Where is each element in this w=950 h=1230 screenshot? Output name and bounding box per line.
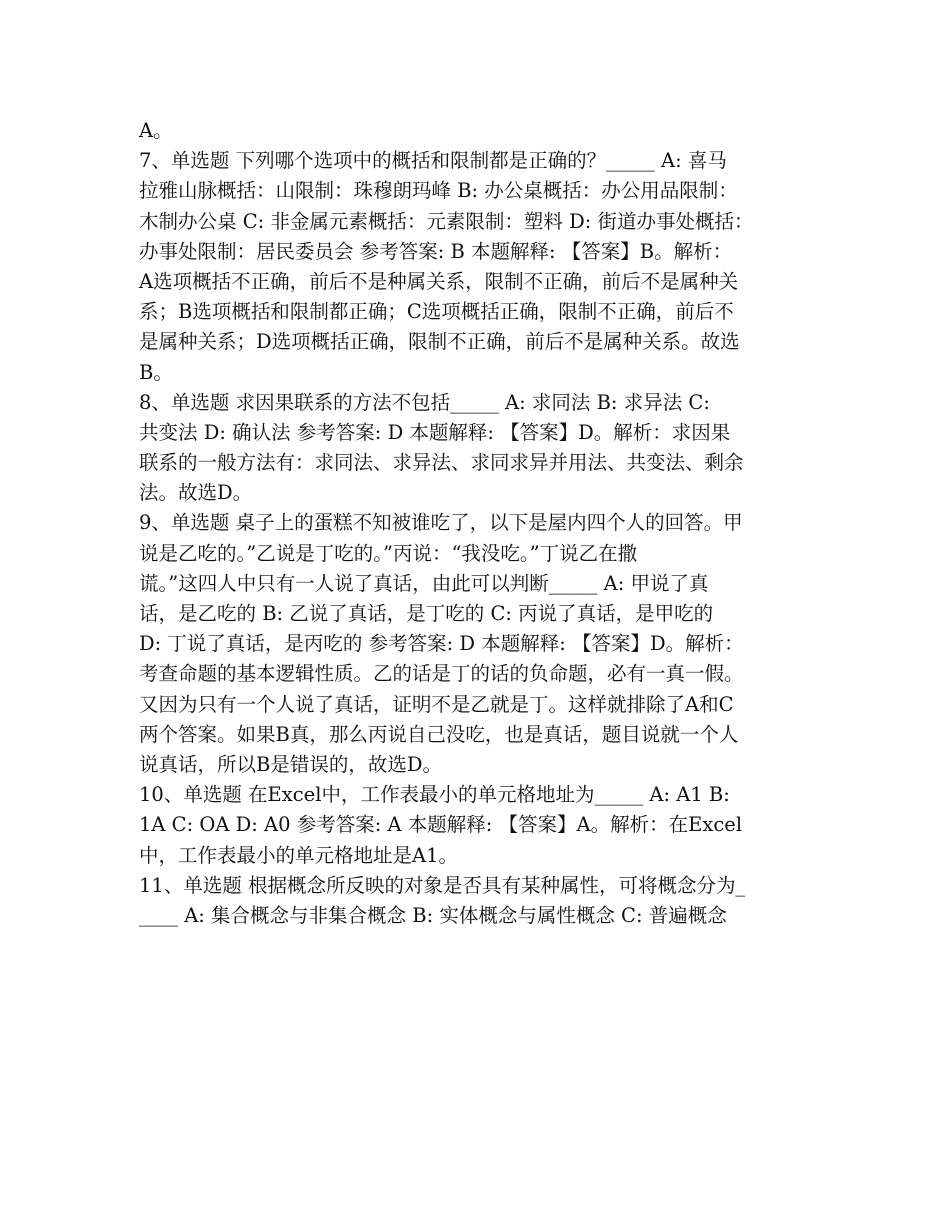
text-line: 考查命题的基本逻辑性质。乙的话是丁的话的负命题，必有一真一假。 xyxy=(139,662,744,686)
text-line: 联系的一般方法有：求同法、求异法、求同求异并用法、共变法、剩余 xyxy=(139,451,744,475)
text-line: 法。故选D。 xyxy=(139,481,253,505)
text-line: 拉雅山脉概括：山限制：珠穆朗玛峰 B: 办公桌概括：办公用品限制： xyxy=(139,179,738,203)
text-line: 谎。”这四人中只有一人说了真话，由此可以判断_____ A: 甲说了真 xyxy=(139,571,709,595)
text-line: 系；B选项概括和限制都正确；C选项概括正确，限制不正确，前后不 xyxy=(139,300,734,324)
text-line: 两个答案。如果B真，那么丙说自己没吃，也是真话，题目说就一个人 xyxy=(139,722,739,746)
text-line: 说真话，所以B是错误的，故选D。 xyxy=(139,752,442,776)
text-line: 8、单选题 求因果联系的方法不包括_____ A: 求同法 B: 求异法 C: xyxy=(139,390,710,414)
document-body xyxy=(139,116,819,931)
text-line: ____ A: 集合概念与非集合概念 B: 实体概念与属性概念 C: 普遍概念 xyxy=(139,903,727,927)
text-line: 中，工作表最小的单元格地址是A1。 xyxy=(139,843,458,867)
text-line: 木制办公桌 C: 非金属元素概括：元素限制：塑料 D: 街道办事处概括： xyxy=(139,209,754,233)
text-line: 11、单选题 根据概念所反映的对象是否具有某种属性，可将概念分为_ xyxy=(139,873,746,897)
text-line: 话，是乙吃的 B: 乙说了真话，是丁吃的 C: 丙说了真话，是甲吃的 xyxy=(139,602,714,625)
text-line: 9、单选题 桌子上的蛋糕不知被谁吃了，以下是屋内四个人的回答。甲 xyxy=(139,511,743,535)
text-line: 10、单选题 在Excel中，工作表最小的单元格地址为_____ A: A1 B: xyxy=(139,783,730,807)
text-line: 1A C: OA D: A0 参考答案: A 本题解释: 【答案】A。解析：在Excel xyxy=(139,813,743,837)
text-line: A。 xyxy=(139,119,173,142)
text-line: A选项概括不正确，前后不是种属关系，限制不正确，前后不是属种关 xyxy=(139,269,739,293)
text-line: B。 xyxy=(139,360,173,384)
text-line: 7、单选题 下列哪个选项中的概括和限制都是正确的？_____ A: 喜马 xyxy=(139,149,727,173)
text-line: 又因为只有一个人说了真话，证明不是乙就是丁。这样就排除了A和C xyxy=(139,692,734,716)
text-line: 说是乙吃的。”乙说是丁吃的。”丙说：“我没吃。”丁说乙在撒 xyxy=(139,541,638,565)
text-line: 共变法 D: 确认法 参考答案: D 本题解释: 【答案】D。解析：求因果 xyxy=(139,420,731,444)
text-line: 是属种关系；D选项概括正确，限制不正确，前后不是属种关系。故选 xyxy=(139,330,740,354)
text-line: D: 丁说了真话，是丙吃的 参考答案: D 本题解释: 【答案】D。解析： xyxy=(139,632,744,656)
text-line: 办事处限制：居民委员会 参考答案: B 本题解释: 【答案】B。解析： xyxy=(139,239,733,263)
